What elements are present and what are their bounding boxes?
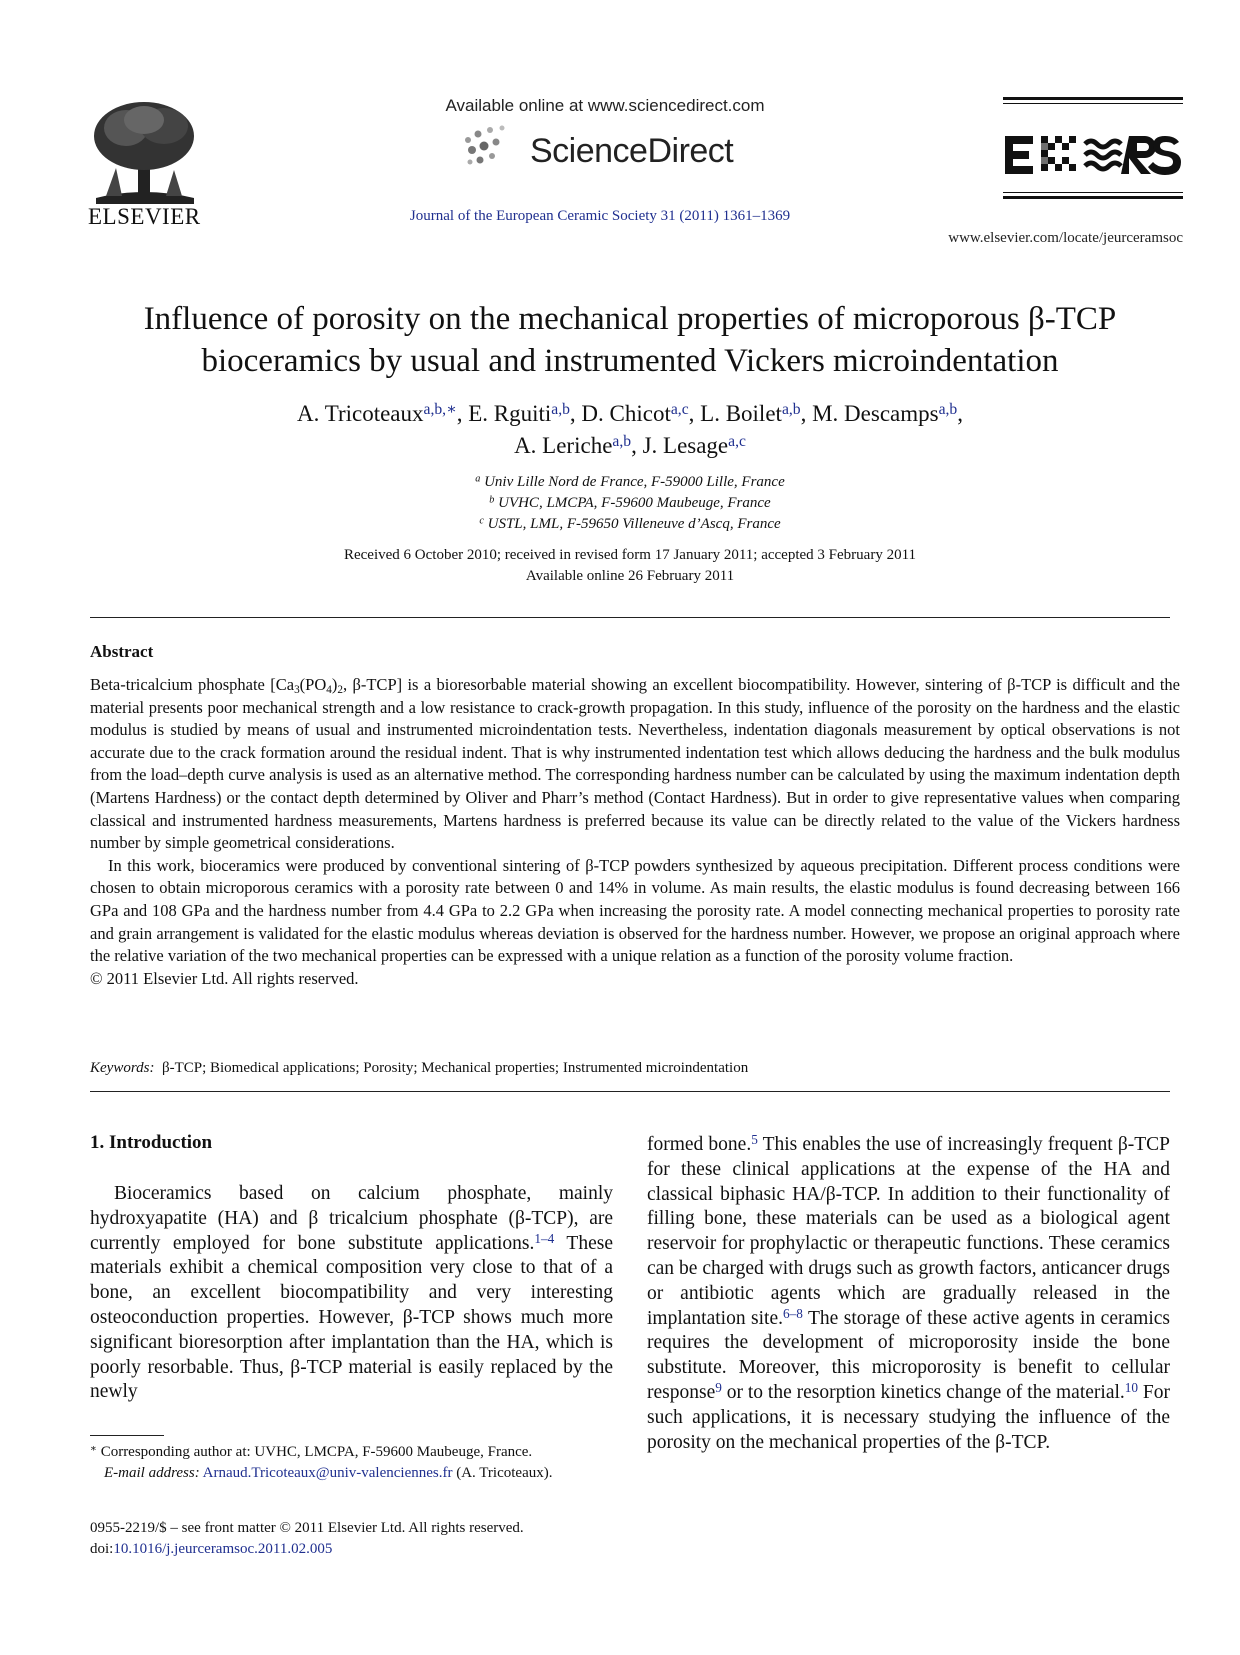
author-affiliation-marks[interactable]: a,b bbox=[781, 400, 801, 418]
author-line bbox=[90, 430, 1170, 462]
sciencedirect-wordmark: ScienceDirect bbox=[530, 132, 734, 170]
section-heading-introduction: 1. Introduction bbox=[90, 1132, 213, 1153]
body-text: formed bone. bbox=[647, 1134, 752, 1155]
ecers-society-logo bbox=[1003, 130, 1183, 180]
author-affiliation-marks[interactable]: a,b bbox=[551, 400, 570, 418]
ecers-rule bbox=[1003, 97, 1183, 100]
section-divider bbox=[90, 1091, 1170, 1092]
author-name: M. Descamps bbox=[812, 401, 939, 426]
abstract-heading: Abstract bbox=[90, 642, 154, 661]
formula-subscript: 2 bbox=[337, 683, 343, 696]
abstract-text: Beta-tricalcium phosphate [Ca bbox=[90, 675, 295, 694]
body-text: For such applications, it is necessary studying the influence of the porosity on the mechanical properties of the β-TCP. bbox=[647, 1381, 1170, 1453]
article-history bbox=[90, 545, 1170, 587]
online-date: Available online 26 February 2011 bbox=[525, 568, 735, 584]
formula-subscript: 3 bbox=[294, 683, 300, 696]
abstract-body bbox=[90, 674, 1180, 990]
body-text: The storage of these active agents in ceramics requires the development of microporosity inside the bone substitute. Moreover, this microporosity is benefit to cellular response bbox=[647, 1307, 1170, 1403]
copyright-notice: © 2011 Elsevier Ltd. All rights reserved. bbox=[90, 968, 359, 988]
journal-url[interactable]: www.elsevier.com/locate/jeurceramsoc bbox=[948, 230, 1183, 246]
footnote-text: Corresponding author at: UVHC, LMCPA, F-59600 Maubeuge, France. bbox=[100, 1444, 533, 1460]
body-text: Bioceramics based on calcium phosphate, mainly hydroxyapatite (HA) and β tricalcium phosphate (β-TCP), are currently employed for bone substitute applications. bbox=[90, 1183, 613, 1254]
footnote-text: (A. Tricoteaux). bbox=[452, 1465, 553, 1481]
affiliation-item bbox=[90, 514, 1170, 535]
footnote-rule bbox=[90, 1435, 164, 1436]
affiliation-mark: c bbox=[479, 515, 484, 527]
sciencedirect-dots-icon bbox=[458, 122, 538, 172]
body-paragraph bbox=[90, 1182, 613, 1405]
keywords-label: Keywords: bbox=[90, 1060, 155, 1076]
affiliation-mark: b bbox=[489, 494, 495, 506]
abstract-text: (PO bbox=[299, 675, 327, 694]
author-affiliation-marks[interactable]: a,c bbox=[728, 432, 746, 450]
reference-link[interactable]: 10 bbox=[1124, 1380, 1139, 1396]
author-name: A. Leriche bbox=[514, 433, 613, 458]
author-line bbox=[90, 398, 1170, 430]
formula-subscript: 4 bbox=[326, 683, 332, 696]
issn-line: 0955-2219/$ – see front matter © 2011 Elsevier Ltd. All rights reserved. bbox=[90, 1520, 524, 1536]
affiliation-mark: a bbox=[475, 473, 481, 485]
footnote-line bbox=[90, 1442, 630, 1463]
author-affiliation-marks[interactable]: a,b,∗ bbox=[423, 400, 457, 418]
abstract-paragraph bbox=[90, 674, 1180, 855]
abstract-paragraph: In this work, bioceramics were produced by conventional sintering of β-TCP powders synthesized by aqueous precipitation. Different process conditions were chosen to obtain microporous ceramics with a porosity rate between 0 and 14% in volume. As main results, the elastic modulus is found decreasing between 166 GPa and 108 GPa and the hardness number from 4.4 GPa to 2.2 GPa when increasing the porosity rate. A model connecting mechanical properties to porosity rate and grain arrangement is validated for the elastic modulus whereas deviation is observed for the hardness number. However, we propose an original approach where the relative variation of the two mechanical properties can be expressed with a unique relation as a function of the porosity volume fraction. bbox=[90, 855, 1180, 966]
author-name: D. Chicot bbox=[581, 401, 671, 426]
author-separator: , bbox=[688, 401, 701, 426]
body-paragraph bbox=[647, 1133, 1170, 1455]
author-name: E. Rguiti bbox=[468, 401, 552, 426]
abstract-text: ) bbox=[331, 675, 338, 694]
reference-link[interactable]: 5 bbox=[751, 1132, 758, 1148]
author-affiliation-marks[interactable]: a,b bbox=[612, 432, 632, 450]
elsevier-wordmark: ELSEVIER bbox=[88, 204, 201, 229]
author-name: A. Tricoteaux bbox=[297, 401, 424, 426]
author-affiliation-marks[interactable]: a,b bbox=[938, 400, 958, 418]
available-online-notice: Available online at www.sciencedirect.com bbox=[445, 96, 765, 115]
front-matter bbox=[90, 1518, 650, 1560]
doi-line bbox=[90, 1539, 650, 1560]
reference-link[interactable]: 1–4 bbox=[534, 1230, 555, 1246]
affiliation-text: UVHC, LMCPA, F-59600 Maubeuge, France bbox=[498, 495, 771, 511]
ecers-rule bbox=[1003, 192, 1183, 193]
ecers-rule bbox=[1003, 196, 1183, 199]
received-dates: Received 6 October 2010; received in revised form 17 January 2011; accepted 3 February 2011 bbox=[343, 547, 917, 563]
author-separator: , bbox=[800, 401, 813, 426]
author-separator: , bbox=[631, 433, 643, 458]
footnote-line bbox=[90, 1463, 630, 1484]
section-divider bbox=[90, 617, 1170, 618]
affiliation-item bbox=[90, 493, 1170, 514]
title-line: Influence of porosity on the mechanical properties of microporous β-TCP bbox=[143, 301, 1117, 337]
elsevier-tree-logo bbox=[86, 98, 204, 216]
reference-link[interactable]: 6–8 bbox=[782, 1305, 803, 1321]
affiliation-item bbox=[90, 472, 1170, 493]
journal-citation-link[interactable]: Journal of the European Ceramic Society 31 (2011) 1361–1369 bbox=[409, 208, 791, 224]
ecers-rule bbox=[1003, 103, 1183, 104]
footnote-mark: ∗ bbox=[90, 1443, 97, 1455]
affiliation-text: Univ Lille Nord de France, F-59000 Lille, France bbox=[484, 474, 785, 490]
reference-link[interactable]: 9 bbox=[715, 1380, 722, 1396]
email-link[interactable]: Arnaud.Tricoteaux@univ-valenciennes.fr bbox=[202, 1465, 453, 1481]
body-text: These materials exhibit a chemical composition very close to that of a bone, an excellent biocompatibility and very interesting osteoconduction properties. However, β-TCP shows much more significant bioresorption after implantation than the HA, which is poorly resorbable. Thus, β-TCP material is easily replaced by the newly bbox=[90, 1232, 613, 1403]
author-separator: , bbox=[456, 401, 469, 426]
keywords bbox=[90, 1060, 1170, 1077]
body-text: or to the resorption kinetics change of the material. bbox=[721, 1381, 1125, 1403]
author-name: L. Boilet bbox=[700, 401, 782, 426]
right-column bbox=[647, 1133, 1170, 1455]
left-column bbox=[90, 1182, 613, 1405]
doi-label: doi: bbox=[90, 1541, 114, 1557]
author-list bbox=[90, 398, 1170, 462]
author-separator: , bbox=[957, 401, 963, 426]
affiliation-list bbox=[90, 472, 1170, 535]
affiliation-text: USTL, LML, F-59650 Villeneuve d’Ascq, France bbox=[487, 516, 781, 532]
body-text: This enables the use of increasingly frequent β-TCP for these clinical applications at the expense of the HA and classical biphasic HA/β-TCP. In addition to their functionality of filling bone, these materials can be used as a biological agent reservoir for prophylactic or therapeutic functions. These ceramics can be charged with drugs such as growth factors, anticancer drugs or antibiotic agents which are gradually released in the implantation site. bbox=[647, 1134, 1170, 1329]
author-name: J. Lesage bbox=[642, 433, 729, 458]
email-label: E-mail address: bbox=[104, 1465, 200, 1481]
article-title bbox=[90, 298, 1170, 382]
author-affiliation-marks[interactable]: a,c bbox=[670, 400, 689, 418]
keywords-text: β-TCP; Biomedical applications; Porosity; Mechanical properties; Instrumented microindentation bbox=[161, 1060, 749, 1076]
author-separator: , bbox=[569, 401, 582, 426]
abstract-text: , β-TCP] is a bioresorbable material showing an excellent biocompatibility. However, sintering of β-TCP is difficult and the material presents poor mechanical strength and a low resistance to crack-growth propagation. In this study, influence of the porosity on the hardness and the elastic modulus is studied by means of usual and instrumented microindentation tests. Nevertheless, indentation diagonals measurement by optical observations is not accurate due to the crack formation around the residual indent. That is why instrumented indentation test which allows deducing the hardness and the bulk modulus from the load–depth curve analysis is used as an alternative method. The corresponding hardness number can be calculated by using the maximum indentation depth (Martens Hardness) or the contact depth determined by Oliver and Pharr’s method (Contact Hardness). But in order to give representative values when comparing classical and instrumented hardness measurements, Martens hardness is preferred because its value can be directly related to the value of the Vickers hardness number by simple geometrical considerations. bbox=[90, 675, 1180, 853]
doi-link[interactable]: 10.1016/j.jeurceramsoc.2011.02.005 bbox=[113, 1541, 333, 1557]
title-line: bioceramics by usual and instrumented Vickers microindentation bbox=[201, 343, 1059, 379]
corresponding-author-footnote bbox=[90, 1442, 630, 1484]
